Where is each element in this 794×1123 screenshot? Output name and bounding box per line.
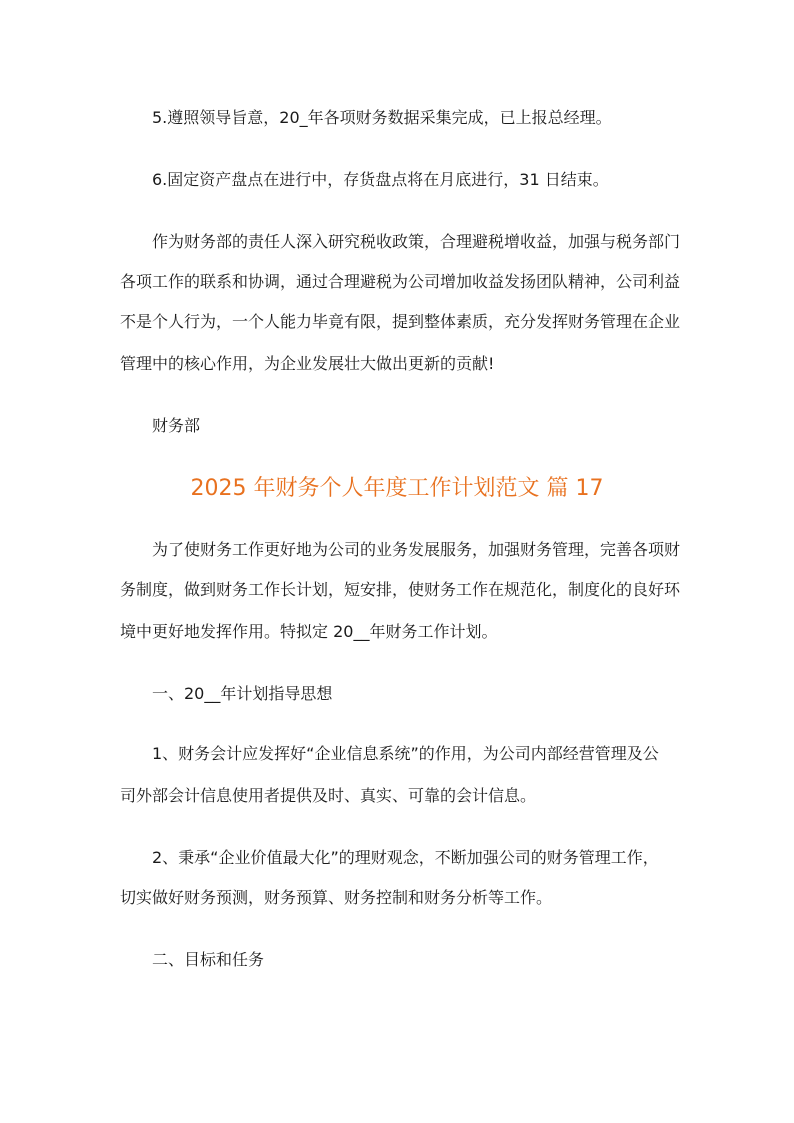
paragraph-line: 为了使财务工作更好地为公司的业务发展服务，加强财务管理，完善各项财 <box>152 540 681 559</box>
section-title: 2025 年财务个人年度工作计划范文 篇 17 <box>190 476 604 501</box>
heading-goals-and-tasks: 二、目标和任务 <box>152 950 265 969</box>
paragraph-line: 境中更好地发挥作用。特拟定 20__年财务工作计划。 <box>120 622 498 641</box>
paragraph-line: 不是个人行为，一个人能力毕竟有限，提到整体素质，充分发挥财务管理在企业 <box>120 312 681 331</box>
paragraph-line: 务制度，做到财务工作长计划，短安排，使财务工作在规范化，制度化的良好环 <box>120 580 681 599</box>
list-item-2-line: 2、秉承“企业价值最大化”的理财观念，不断加强公司的财务管理工作， <box>152 848 659 867</box>
paragraph-line: 作为财务部的责任人深入研究税收政策，合理避税增收益，加强与税务部门 <box>152 232 681 251</box>
signature: 财务部 <box>152 416 201 435</box>
paragraph-item-5: 5.遵照领导旨意，20_年各项财务数据采集完成，已上报总经理。 <box>152 108 612 127</box>
list-item-1-line: 1、财务会计应发挥好“企业信息系统”的作用，为公司内部经营管理及公 <box>152 744 659 763</box>
paragraph-line: 管理中的核心作用，为企业发展壮大做出更新的贡献! <box>120 354 495 373</box>
paragraph-item-6: 6.固定资产盘点在进行中，存货盘点将在月底进行，31 日结束。 <box>152 170 609 189</box>
list-item-2-line: 切实做好财务预测，财务预算、财务控制和财务分析等工作。 <box>120 888 553 907</box>
list-item-1-line: 司外部会计信息使用者提供及时、真实、可靠的会计信息。 <box>120 786 537 805</box>
paragraph-line: 各项工作的联系和协调，通过合理避税为公司增加收益发扬团队精神，公司利益 <box>120 272 681 291</box>
heading-guiding-ideology: 一、20__年计划指导思想 <box>152 684 333 703</box>
